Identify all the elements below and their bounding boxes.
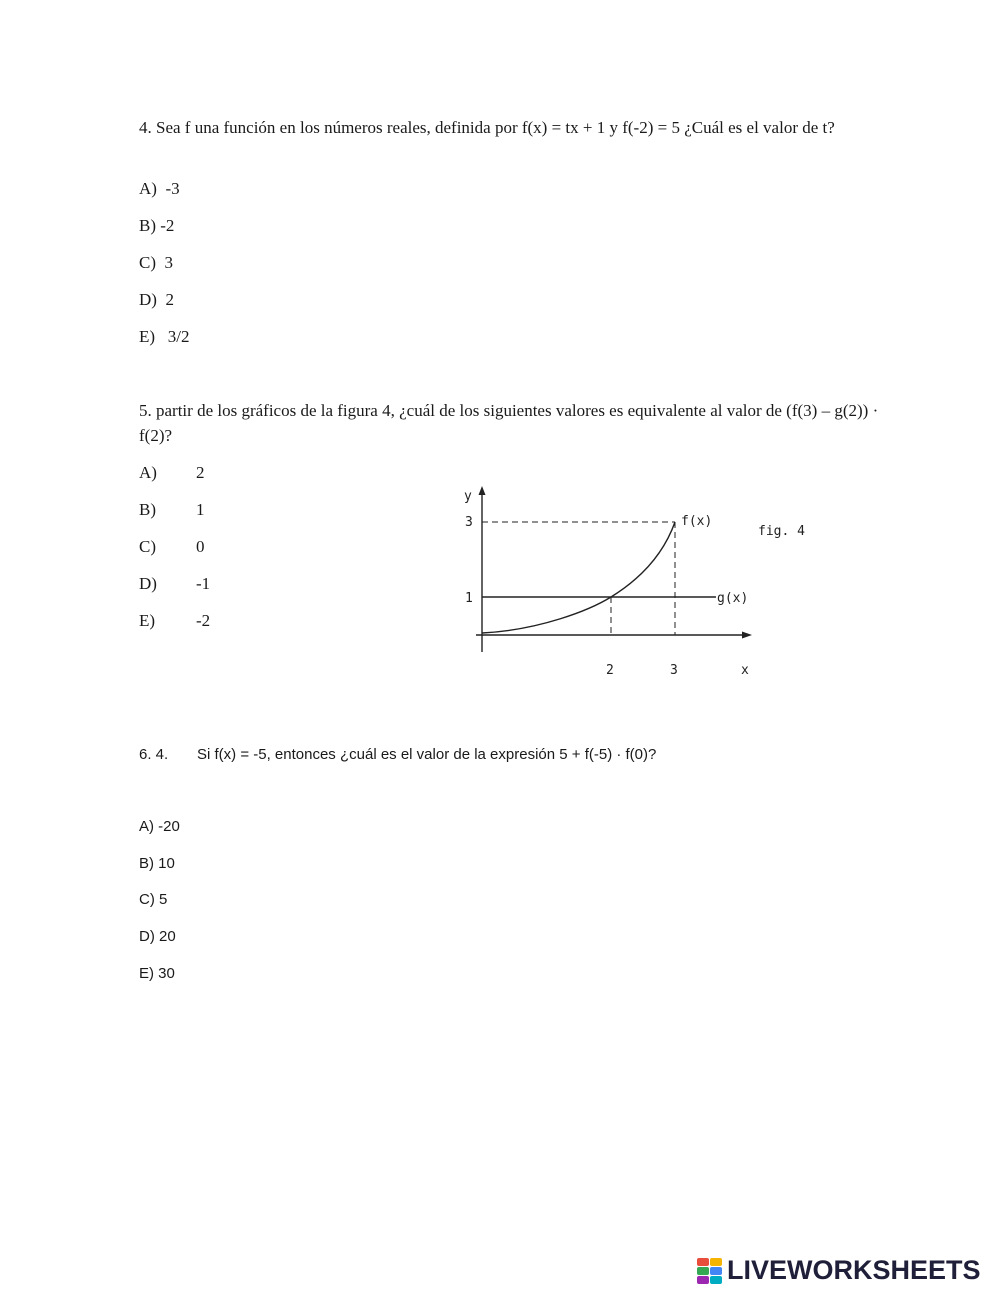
q4-option-a [139, 176, 180, 201]
question-5-stem: 5. partir de los gráficos de la figura 4, ¿cuál de los siguientes valores es equivalente al valor de (f(3) – g(2)) · f(2)? [139, 401, 879, 445]
q6-option-e: E) 30 [139, 965, 175, 982]
question-4-stem: 4. Sea f una función en los números reales, definida por f(x) = tx + 1 y f(-2) = 5 ¿Cuál es el valor de t? [139, 118, 835, 137]
q5-option-a-letter: A) [139, 463, 157, 482]
q5-option-b-letter: B) [139, 500, 156, 519]
q4-option-b-value: -2 [160, 216, 175, 235]
y-tick-3: 3 [465, 515, 473, 530]
q6-option-a: A) -20 [139, 818, 180, 835]
q4-option-c-letter: C) [139, 253, 156, 272]
q4-option-e-letter: E) [139, 327, 156, 346]
q5-option-d-letter: D) [139, 574, 157, 593]
liveworksheets-brand-text: LIVEWORKSHEETS [727, 1255, 981, 1285]
q6-option-b: B) 10 [139, 855, 175, 872]
q4-option-e-value: 3/2 [167, 327, 190, 346]
x-tick-2: 2 [606, 663, 614, 678]
liveworksheets-logo[interactable] [697, 1255, 997, 1285]
q5-option-e-value: -2 [196, 611, 211, 630]
q5-option-c-letter: C) [139, 537, 156, 556]
q4-option-a-letter: A) [139, 179, 157, 198]
f-curve [482, 522, 675, 633]
f-label: f(x) [681, 514, 713, 529]
q4-option-a-value: -3 [165, 179, 180, 198]
q5-option-a-value: 2 [196, 463, 205, 482]
q5-option-c-value: 0 [196, 537, 205, 556]
x-axis-arrow [742, 632, 752, 639]
q6-option-c: C) 5 [139, 891, 168, 908]
q4-option-b-letter: B) [139, 216, 156, 235]
figure-caption: fig. 4 [758, 524, 805, 539]
figure-4-graph [440, 480, 820, 690]
q4-option-d-value: 2 [165, 290, 174, 309]
q4-option-c [139, 250, 173, 275]
q4-option-b [139, 213, 174, 238]
q5-option-b-value: 1 [196, 500, 205, 519]
liveworksheets-logo-icon [697, 1258, 723, 1284]
q4-option-d-letter: D) [139, 290, 157, 309]
q4-option-e [139, 324, 190, 349]
question-6-stem: Si f(x) = -5, entonces ¿cuál es el valor de la expresión 5 + f(-5) · f(0)? [197, 746, 657, 763]
x-axis-label: x [741, 663, 749, 678]
y-tick-1: 1 [465, 591, 473, 606]
q4-option-c-value: 3 [164, 253, 173, 272]
q4-option-d [139, 287, 174, 312]
q5-option-e-letter: E) [139, 611, 156, 630]
y-axis-arrow [479, 486, 486, 495]
question-6-number: 6. 4. [139, 746, 169, 763]
x-tick-3: 3 [670, 663, 678, 678]
y-axis-label: y [464, 489, 472, 504]
q5-option-d-value: -1 [196, 574, 211, 593]
g-label: g(x) [717, 591, 749, 606]
q6-option-d: D) 20 [139, 928, 176, 945]
